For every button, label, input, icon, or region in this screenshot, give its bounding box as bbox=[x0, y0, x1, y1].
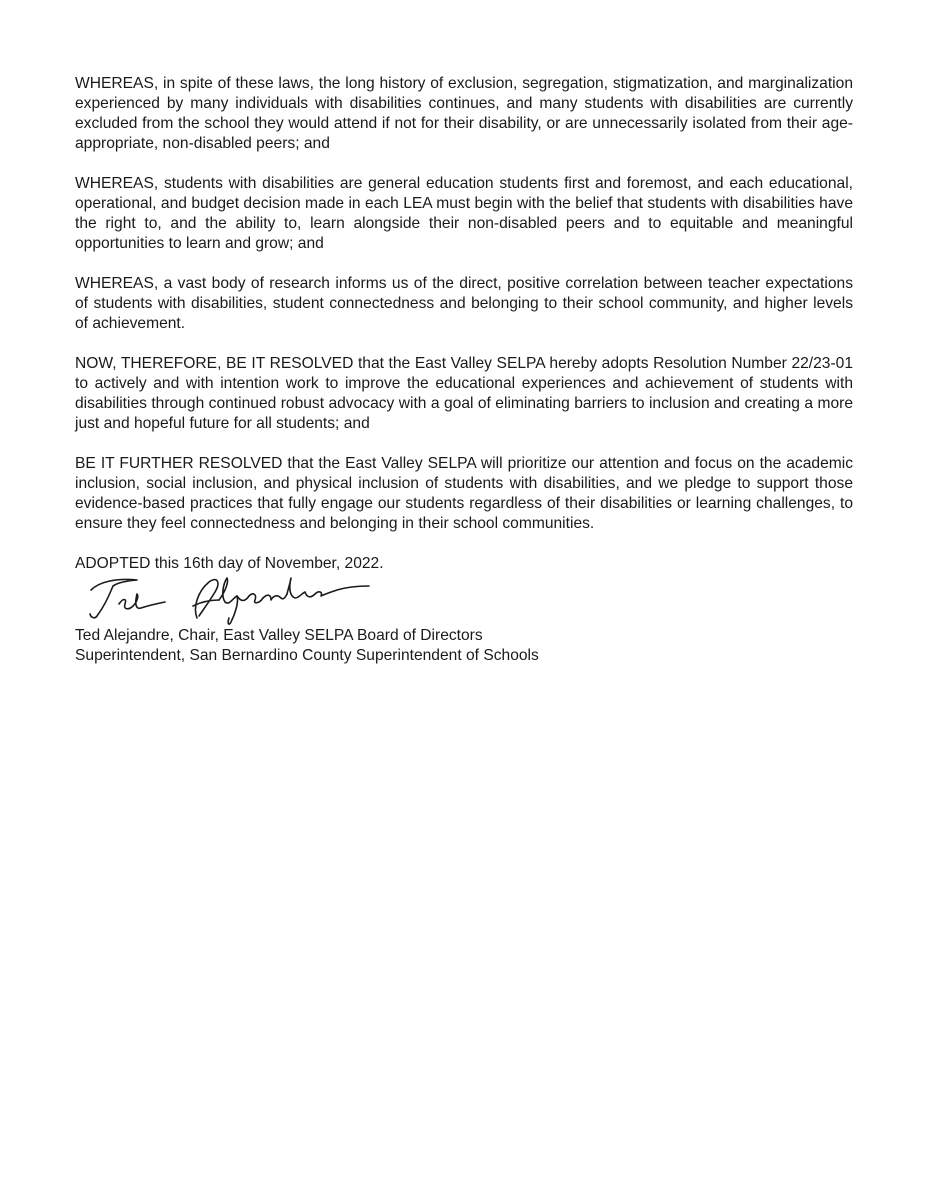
whereas-paragraph-2: WHEREAS, students with disabilities are general education students first and foremost, and each educational, operational, and budget decision made in each LEA must begin with the belief that students with disabilities have the right to, and the ability to, learn alongside their non-disabled peers and to equitable and meaningful opportunities to learn and grow; and bbox=[75, 175, 853, 252]
resolved-paragraph: NOW, THEREFORE, BE IT RESOLVED that the East Valley SELPA hereby adopts Resolution Number 22/23-01 to actively and with intention work to improve the educational experiences and achievement of students with disabilities through continued robust advocacy with a goal of eliminating barriers to inclusion and creating a more just and hopeful future for all students; and bbox=[75, 355, 853, 432]
document-body bbox=[75, 74, 853, 666]
whereas-paragraph-1: WHEREAS, in spite of these laws, the long history of exclusion, segregation, stigmatization, and marginalization experienced by many individuals with disabilities continues, and many students with disabilities are currently excluded from the school they would attend if not for their disability, or are unnecessarily isolated from their age-appropriate, non-disabled peers; and bbox=[75, 75, 853, 152]
whereas-paragraph-3: WHEREAS, a vast body of research informs us of the direct, positive correlation between teacher expectations of students with disabilities, student connectedness and belonging to their school community, and higher levels of achievement. bbox=[75, 275, 853, 332]
further-resolved-paragraph: BE IT FURTHER RESOLVED that the East Valley SELPA will prioritize our attention and focus on the academic inclusion, social inclusion, and physical inclusion of students with disabilities, and we pledge to support those evidence-based practices that fully engage our students regardless of their disabilities or learning challenges, to ensure they feel connectedness and belonging in their school communities. bbox=[75, 455, 853, 532]
signer-position: Superintendent, San Bernardino County Superintendent of Schools bbox=[75, 647, 539, 664]
adopted-date: ADOPTED this 16th day of November, 2022. bbox=[75, 555, 384, 572]
signer-title: Ted Alejandre, Chair, East Valley SELPA Board of Directors bbox=[75, 627, 483, 644]
handwritten-signature bbox=[75, 574, 375, 626]
